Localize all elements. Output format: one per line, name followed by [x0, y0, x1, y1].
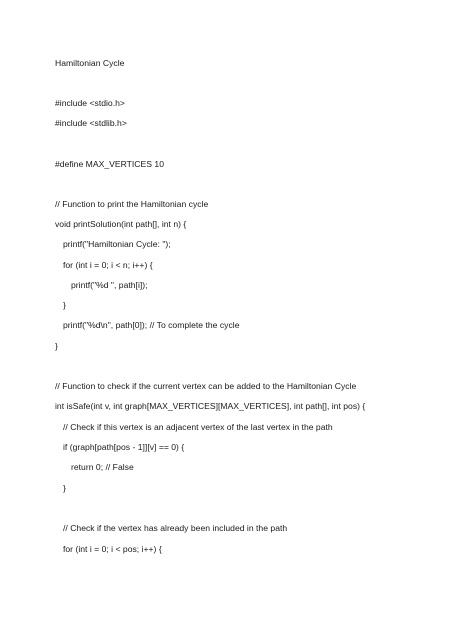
code-line-comment-included: // Check if the vertex has already been included in the path — [63, 523, 288, 533]
code-line-include-stdio: #include <stdio.h> — [55, 98, 125, 108]
code-line-return-false: return 0; // False — [71, 462, 134, 472]
code-line-issafe-signature: int isSafe(int v, int graph[MAX_VERTICES][MAX_VERTICES], int path[], int pos) { — [55, 401, 366, 411]
code-line-if-graph: if (graph[path[pos - 1]][v] == 0) { — [63, 442, 185, 452]
code-line-close-brace: } — [55, 341, 58, 351]
code-line-comment-print: // Function to print the Hamiltonian cycle — [55, 199, 209, 209]
code-line-printf-element: printf("%d ", path[i]); — [71, 280, 148, 290]
code-line-for-pos-loop: for (int i = 0; i < pos; i++) { — [63, 544, 162, 554]
code-line-comment-issafe: // Function to check if the current vertex can be added to the Hamiltonian Cycle — [55, 381, 357, 391]
code-line-close-brace: } — [63, 483, 66, 493]
code-line-include-stdlib: #include <stdlib.h> — [55, 118, 127, 128]
code-line-for-loop: for (int i = 0; i < n; i++) { — [63, 260, 153, 270]
code-line-printf-complete: printf("%d\n", path[0]); // To complete the cycle — [63, 320, 240, 330]
code-line-printf-header: printf("Hamiltonian Cycle: "); — [63, 239, 171, 249]
code-line-define: #define MAX_VERTICES 10 — [55, 159, 164, 169]
code-line-comment-adjacent: // Check if this vertex is an adjacent vertex of the last vertex in the path — [63, 422, 333, 432]
document-title: Hamiltonian Cycle — [55, 58, 125, 68]
code-line-close-brace: } — [63, 300, 66, 310]
code-line-printsolution-signature: void printSolution(int path[], int n) { — [55, 219, 187, 229]
